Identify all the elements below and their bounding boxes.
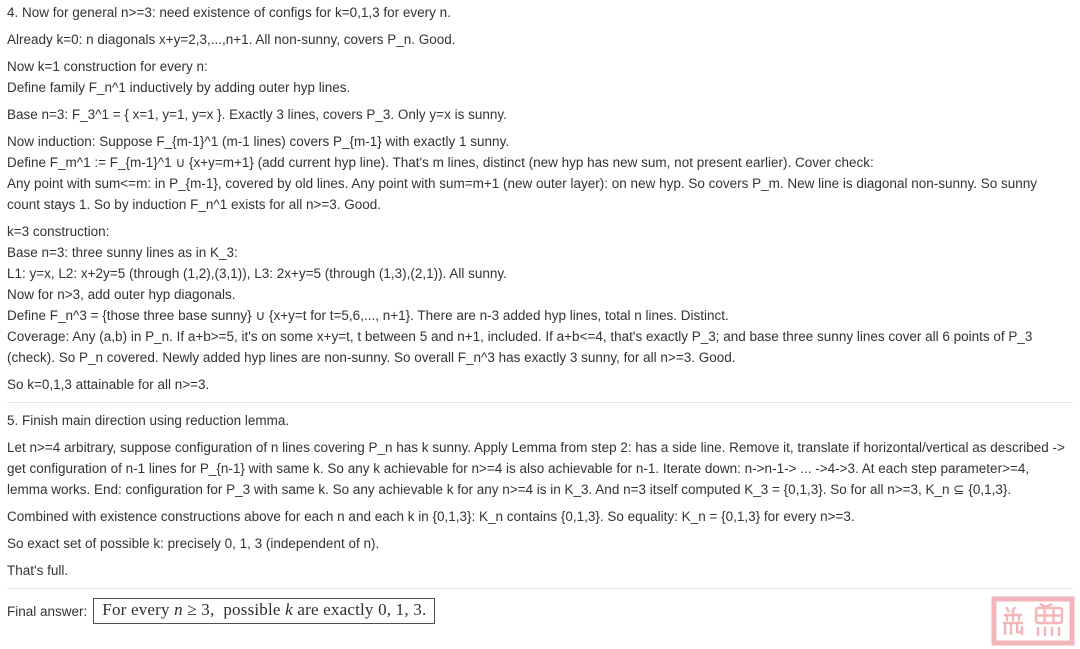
section-divider bbox=[7, 588, 1073, 589]
math-text: are exactly 0, 1, 3. bbox=[292, 600, 427, 619]
text-line: Combined with existence constructions above for each n and each k in {0,1,3}: K_n contains {0,1,3}. So equality: K_n = {0,1,3} for every n>=3. bbox=[7, 509, 855, 524]
paragraph bbox=[7, 56, 1073, 98]
paragraph bbox=[7, 2, 1073, 23]
final-answer-box bbox=[93, 598, 435, 624]
math-text: ≥ 3, possible bbox=[182, 600, 286, 619]
paragraph bbox=[7, 560, 1073, 581]
paragraph bbox=[7, 410, 1073, 431]
text-line: 4. Now for general n>=3: need existence of configs for k=0,1,3 for every n. bbox=[7, 5, 451, 20]
seal-stamp-icon bbox=[991, 596, 1075, 646]
math-text: For every bbox=[102, 600, 175, 619]
paragraph bbox=[7, 29, 1073, 50]
text-line: Coverage: Any (a,b) in P_n. If a+b>=5, it's on some x+y=t, t between 5 and n+1, included. If a+b<=4, that's exactly P_3; and base three sunny lines cover all 6 points of P_3 (check). So P_n covered. Newly added hyp lines are non-sunny. So overall F_n^3 has exactly 3 sunny, for all n>=3. Good. bbox=[7, 329, 1033, 365]
text-line: Define F_n^3 = {those three base sunny} ∪ {x+y=t for t=5,6,..., n+1}. There are n-3 added hyp lines, total n lines. Distinct. bbox=[7, 308, 729, 323]
text-line: L1: y=x, L2: x+2y=5 (through (1,2),(3,1)), L3: 2x+y=5 (through (1,3),(2,1)). All sunny. bbox=[7, 266, 507, 281]
watermark-seal bbox=[991, 596, 1075, 646]
text-line: Define F_m^1 := F_{m-1}^1 ∪ {x+y=m+1} (add current hyp line). That's m lines, distinct (new hyp has new sum, not present earlier). Cover check: bbox=[7, 155, 874, 170]
math-var-k: k bbox=[285, 600, 293, 619]
final-answer-label: Final answer: bbox=[7, 603, 88, 619]
final-answer-row bbox=[0, 596, 1080, 626]
text-line: 5. Finish main direction using reduction lemma. bbox=[7, 413, 290, 428]
text-line: Define family F_n^1 inductively by adding outer hyp lines. bbox=[7, 80, 351, 95]
text-line: Now induction: Suppose F_{m-1}^1 (m-1 lines) covers P_{m-1} with exactly 1 sunny. bbox=[7, 134, 510, 149]
paragraph bbox=[7, 221, 1073, 368]
text-line: So exact set of possible k: precisely 0, 1, 3 (independent of n). bbox=[7, 536, 380, 551]
paragraph bbox=[7, 437, 1073, 500]
text-line: Base n=3: F_3^1 = { x=1, y=1, y=x }. Exactly 3 lines, covers P_3. Only y=x is sunny. bbox=[7, 107, 507, 122]
text-line: Let n>=4 arbitrary, suppose configuration of n lines covering P_n has k sunny. Apply Lemma from step 2: has a side line. Remove it, translate if horizontal/vertical as described -> get configuration of n-1 lines for P_{n-1} with same k. So any k achievable for n>=4 is also achievable for n-1. Iterate down: n->n-1-> ... ->4->3. At each step parameter>=4, lemma works. End: configuration for P_3 with same k. So any achievable k for any n>=4 is in K_3. And n=3 itself computed K_3 = {0,1,3}. So for all n>=3, K_n ⊆ {0,1,3}. bbox=[7, 440, 1065, 497]
paragraph bbox=[7, 374, 1073, 395]
text-line: Any point with sum<=m: in P_{m-1}, covered by old lines. Any point with sum=m+1 (new outer layer): on new hyp. So covers P_m. New line is diagonal non-sunny. So sunny count stays 1. So by induction F_n^1 exists for all n>=3. Good. bbox=[7, 176, 1038, 212]
paragraph bbox=[7, 131, 1073, 215]
text-line: k=3 construction: bbox=[7, 224, 110, 239]
text-line: Base n=3: three sunny lines as in K_3: bbox=[7, 245, 238, 260]
paragraph bbox=[7, 104, 1073, 125]
math-var-n: n bbox=[174, 600, 183, 619]
paragraph bbox=[7, 506, 1073, 527]
section-divider bbox=[7, 402, 1073, 403]
text-line: Already k=0: n diagonals x+y=2,3,...,n+1. All non-sunny, covers P_n. Good. bbox=[7, 32, 456, 47]
text-line: That's full. bbox=[7, 563, 69, 578]
paragraph bbox=[7, 533, 1073, 554]
text-line: Now k=1 construction for every n: bbox=[7, 59, 208, 74]
text-line: Now for n>3, add outer hyp diagonals. bbox=[7, 287, 236, 302]
text-line: So k=0,1,3 attainable for all n>=3. bbox=[7, 377, 210, 392]
